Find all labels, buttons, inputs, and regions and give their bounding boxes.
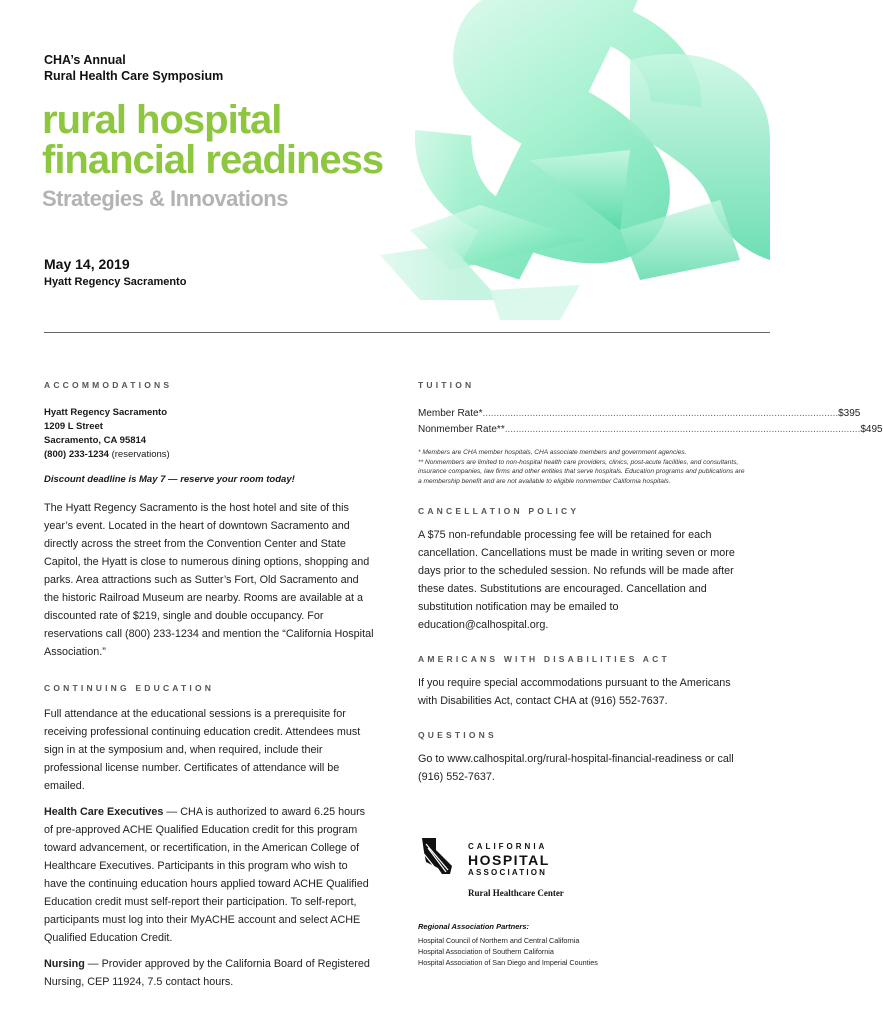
- list-item: Hospital Council of Northern and Central California: [418, 936, 580, 945]
- rate-value: $395: [838, 408, 861, 419]
- ada-body: If you require special accommodations pursuant to the Americans with Disabilities Act, contact CHA at (916) 552-7637.: [418, 677, 731, 707]
- footnote-nonmember: ** Nonmembers are limited to non-hospital health care providers, clinics, post-acute facilities, and consultants, insurance companies, law firms and other entities that serve hospitals. Education programs and publications are a membership benefit and are not available to eligible nonmember California hospitals.: [418, 458, 745, 485]
- nursing-body: — Provider approved by the California Board of Registered Nursing, CEP 11924, 7.5 contact hours.: [44, 958, 370, 988]
- list-item: Hospital Association of Southern California: [418, 947, 554, 956]
- tuition-heading: TUITION: [418, 380, 475, 390]
- rate-row-nonmember: [418, 422, 883, 438]
- title-line-2: financial readiness: [42, 138, 384, 182]
- continuing-education-heading: CONTINUING EDUCATION: [44, 683, 215, 693]
- nursing-credit-paragraph: [44, 955, 374, 991]
- header-divider: [44, 332, 770, 333]
- rate-label: Member Rate*: [418, 408, 483, 419]
- regional-partners: [418, 922, 748, 968]
- left-column: [44, 380, 374, 991]
- logo-center-name: Rural Healthcare Center: [468, 888, 564, 898]
- questions-body: Go to www.calhospital.org/rural-hospital-financial-readiness or call (916) 552-7637.: [418, 753, 734, 783]
- logo-line-1: CALIFORNIA: [468, 842, 548, 851]
- logo-line-3: ASSOCIATION: [468, 868, 548, 877]
- hotel-phone-note: (reservations): [111, 449, 170, 460]
- ada-heading: AMERICANS WITH DISABILITIES ACT: [418, 654, 670, 664]
- partners-heading: Regional Association Partners:: [418, 922, 529, 931]
- page-title: [42, 100, 383, 180]
- event-venue: Hyatt Regency Sacramento: [44, 276, 187, 288]
- tuition-rates: [418, 406, 883, 438]
- accommodations-heading: ACCOMMODATIONS: [44, 380, 173, 390]
- kicker-line-1: CHA’s Annual: [44, 53, 126, 67]
- discount-note: Discount deadline is May 7 — reserve your room today!: [44, 474, 295, 485]
- questions-heading: QUESTIONS: [418, 730, 497, 740]
- list-item: Hospital Association of San Diego and Imperial Counties: [418, 958, 598, 967]
- tuition-footnotes: [418, 448, 748, 486]
- title-line-1: rural hospital: [42, 98, 282, 142]
- rate-row-member: [418, 406, 861, 422]
- nursing-label: Nursing: [44, 958, 85, 970]
- ache-credit-paragraph: [44, 803, 374, 947]
- cha-logo: [418, 836, 618, 906]
- page-subtitle: Strategies & Innovations: [42, 186, 288, 211]
- hotel-name: Hyatt Regency Sacramento: [44, 407, 168, 418]
- rate-leader-dots: ................................................................................................................................: [504, 424, 861, 435]
- footnote-member: * Members are CHA member hospitals, CHA associate members and government agencies.: [418, 449, 687, 456]
- logo-line-2: HOSPITAL: [468, 852, 550, 868]
- event-kicker: [44, 52, 223, 84]
- california-state-icon: [418, 836, 458, 876]
- hotel-address: [44, 406, 374, 462]
- right-column: [418, 380, 883, 786]
- hotel-phone: (800) 233-1234: [44, 449, 109, 460]
- rate-leader-dots: ................................................................................................................................: [482, 408, 839, 419]
- address-line-1: 1209 L Street: [44, 421, 103, 432]
- event-date: May 14, 2019: [44, 256, 130, 272]
- accommodations-body: The Hyatt Regency Sacramento is the host hotel and site of this year’s event. Located in the heart of downtown Sacramento and directly across the street from the Convention Center and State Capitol, the Hyatt is close to numerous dining options, shopping and parks. Area attractions such as Sutter’s Fort, Old Sacramento and the historic Railroad Museum are nearby. Rooms are available at a discounted rate of $219, single and double occupancy. For reservations call (800) 233-1234 and mention the “California Hospital Association.”: [44, 502, 374, 658]
- hotel-phone-line: [44, 448, 374, 462]
- rate-label: Nonmember Rate**: [418, 424, 505, 435]
- ache-body: — CHA is authorized to award 6.25 hours of pre-approved ACHE Qualified Education credit for this program toward advancement, or recertification, in the American College of Healthcare Executives. Participants in this program who wish to have the continuing education hours applied toward ACHE Qualified Education credit must self-report their participation. To self-report, participants must log into their MyACHE account and select ACHE Qualified Education Credit.: [44, 806, 369, 944]
- partners-list: [418, 935, 748, 968]
- cancellation-body: A $75 non-refundable processing fee will be retained for each cancellation. Cancellations must be made in writing seven or more days prior to the scheduled session. No refunds will be made after these dates. Substitutions are encouraged. Cancellation and substitution notification may be emailed to education@calhospital.org.: [418, 529, 735, 631]
- kicker-line-2: Rural Health Care Symposium: [44, 69, 224, 83]
- ache-label: Health Care Executives: [44, 806, 164, 818]
- rate-value: $495: [860, 424, 883, 435]
- address-line-2: Sacramento, CA 95814: [44, 435, 147, 446]
- continuing-education-body: Full attendance at the educational sessions is a prerequisite for receiving professional continuing education credit. Attendees must sign in at the symposium and, when required, include their professional license number. Certificates of attendance will be emailed.: [44, 708, 361, 792]
- cancellation-heading: CANCELLATION POLICY: [418, 506, 580, 516]
